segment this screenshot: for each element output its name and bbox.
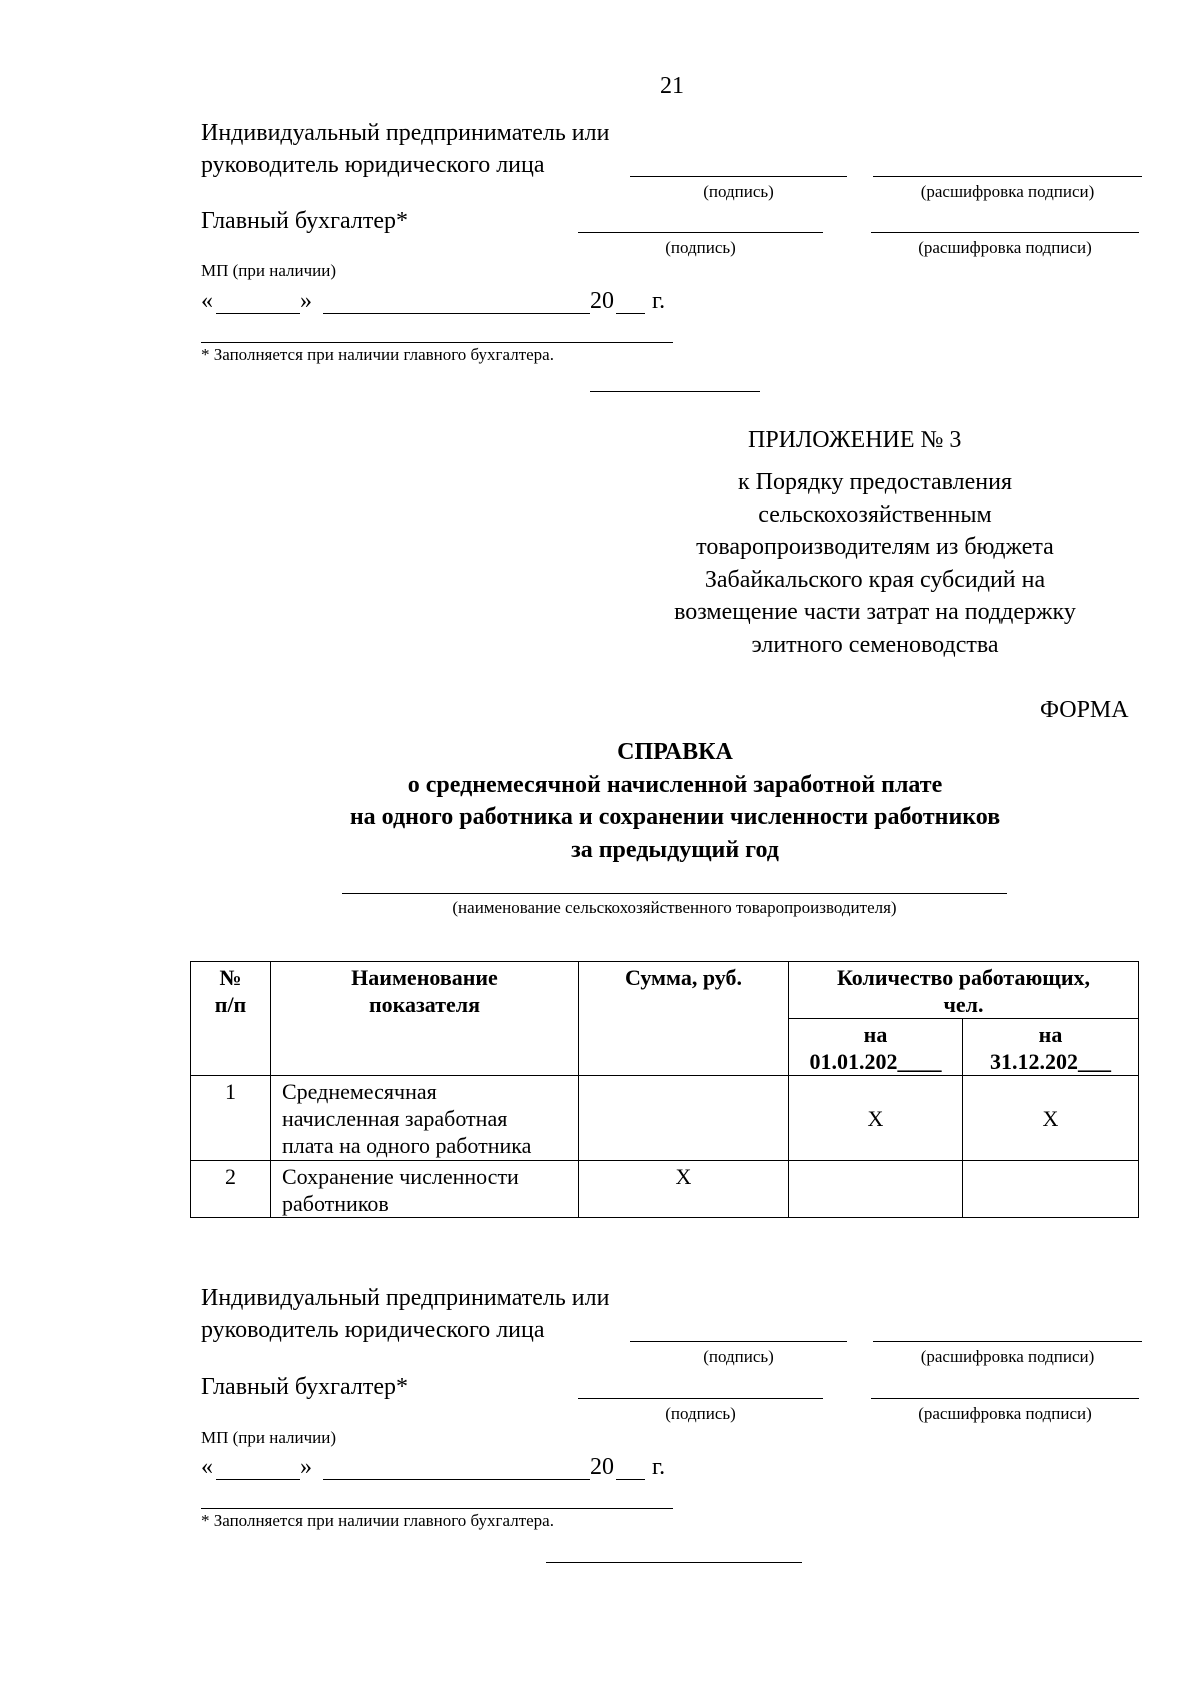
decoding-caption: (расшифровка подписи) (920, 1347, 1095, 1366)
document-title (200, 736, 1150, 866)
header-date1: на 01.01.202____ (789, 1019, 963, 1076)
decoding-line[interactable] (873, 1341, 1142, 1342)
chief-decoding-caption: (расшифровка подписи) (918, 1404, 1092, 1423)
entrepreneur-label-line2: руководитель юридического лица (201, 1317, 545, 1343)
header-count: Количество работающих, чел. (789, 962, 1139, 1019)
signature-line[interactable] (630, 1341, 847, 1342)
data-table (190, 961, 1139, 1218)
date-day-line[interactable] (216, 313, 300, 314)
entrepreneur-label-line1: Индивидуальный предприниматель или (201, 120, 610, 146)
chief-signature-line[interactable] (578, 1398, 823, 1399)
producer-caption: (наименование сельскохозяйственного товаропроизводителя) (452, 898, 897, 917)
producer-name-line[interactable] (342, 893, 1007, 894)
appendix-heading: ПРИЛОЖЕНИЕ № 3 (748, 427, 962, 453)
entrepreneur-label-line1: Индивидуальный предприниматель или (201, 1285, 610, 1311)
date-open-quote: « (201, 288, 213, 314)
row-name: Среднемесячная начисленная заработная плата на одного работника (271, 1076, 579, 1161)
date-open-quote: « (201, 1454, 213, 1480)
section-separator (546, 1562, 802, 1563)
chief-decoding-line[interactable] (871, 232, 1139, 233)
appendix-line: товаропроизводителям из бюджета (696, 534, 1054, 560)
header-num: № п/п (191, 962, 271, 1076)
signature-line[interactable] (630, 176, 847, 177)
title-line-1: СПРАВКА (617, 739, 733, 765)
header-sum: Сумма, руб. (579, 962, 789, 1076)
chief-signature-line[interactable] (578, 232, 823, 233)
year-line[interactable] (616, 1479, 645, 1480)
title-line-3: на одного работника и сохранении численности работников (349, 804, 1001, 830)
footnote: * Заполняется при наличии главного бухгалтера. (201, 345, 554, 364)
year-prefix: 20 (590, 288, 614, 314)
year-suffix: г. (652, 1454, 666, 1480)
row-date1[interactable]: Х (789, 1076, 963, 1161)
date-close-quote: » (300, 1454, 312, 1480)
date-day-line[interactable] (216, 1479, 300, 1480)
page-number: 21 (660, 73, 684, 99)
date-month-line[interactable] (323, 313, 590, 314)
form-label: ФОРМА (1040, 697, 1129, 723)
appendix-line: элитного семеноводства (751, 631, 999, 658)
row-sum[interactable] (579, 1076, 789, 1161)
table-row (191, 1161, 1139, 1218)
entrepreneur-label-line2: руководитель юридического лица (201, 152, 545, 178)
chief-signature-caption: (подпись) (665, 1404, 736, 1423)
title-line-4: за предыдущий год (571, 836, 779, 863)
chief-decoding-caption: (расшифровка подписи) (918, 238, 1092, 257)
row-date2[interactable]: Х (963, 1076, 1139, 1161)
footnote-separator (201, 342, 673, 343)
appendix-line: возмещение части затрат на поддержку (674, 599, 1076, 625)
table-row (191, 1076, 1139, 1161)
stamp-label: МП (при наличии) (201, 1428, 337, 1447)
signature-caption: (подпись) (703, 1347, 774, 1366)
appendix-line: к Порядку предоставления (737, 469, 1012, 495)
row-name: Сохранение численности работников (271, 1161, 579, 1218)
appendix-body (615, 466, 1135, 661)
table-header-row (191, 962, 1139, 1019)
stamp-label: МП (при наличии) (201, 261, 337, 280)
title-line-2: о среднемесячной начисленной заработной плате (407, 771, 943, 798)
year-suffix: г. (652, 288, 666, 314)
row-date2[interactable] (963, 1161, 1139, 1218)
section-separator (590, 391, 760, 392)
decoding-caption: (расшифровка подписи) (920, 182, 1095, 201)
date-close-quote: » (300, 288, 312, 314)
chief-accountant-label: Главный бухгалтер* (201, 208, 408, 234)
chief-decoding-line[interactable] (871, 1398, 1139, 1399)
chief-accountant-label: Главный бухгалтер* (201, 1374, 408, 1400)
chief-signature-caption: (подпись) (665, 238, 736, 257)
header-name: Наименование показателя (271, 962, 579, 1076)
decoding-line[interactable] (873, 176, 1142, 177)
row-date1[interactable] (789, 1161, 963, 1218)
row-num: 1 (191, 1076, 271, 1161)
year-line[interactable] (616, 313, 645, 314)
signature-caption: (подпись) (703, 182, 774, 201)
row-num: 2 (191, 1161, 271, 1218)
date-month-line[interactable] (323, 1479, 590, 1480)
footnote: * Заполняется при наличии главного бухгалтера. (201, 1511, 554, 1530)
footnote-separator (201, 1508, 673, 1509)
year-prefix: 20 (590, 1454, 614, 1480)
header-date2: на 31.12.202___ (963, 1019, 1139, 1076)
appendix-line: Забайкальского края субсидий на (704, 566, 1046, 593)
appendix-line: сельскохозяйственным (758, 501, 992, 528)
row-sum[interactable]: Х (579, 1161, 789, 1218)
